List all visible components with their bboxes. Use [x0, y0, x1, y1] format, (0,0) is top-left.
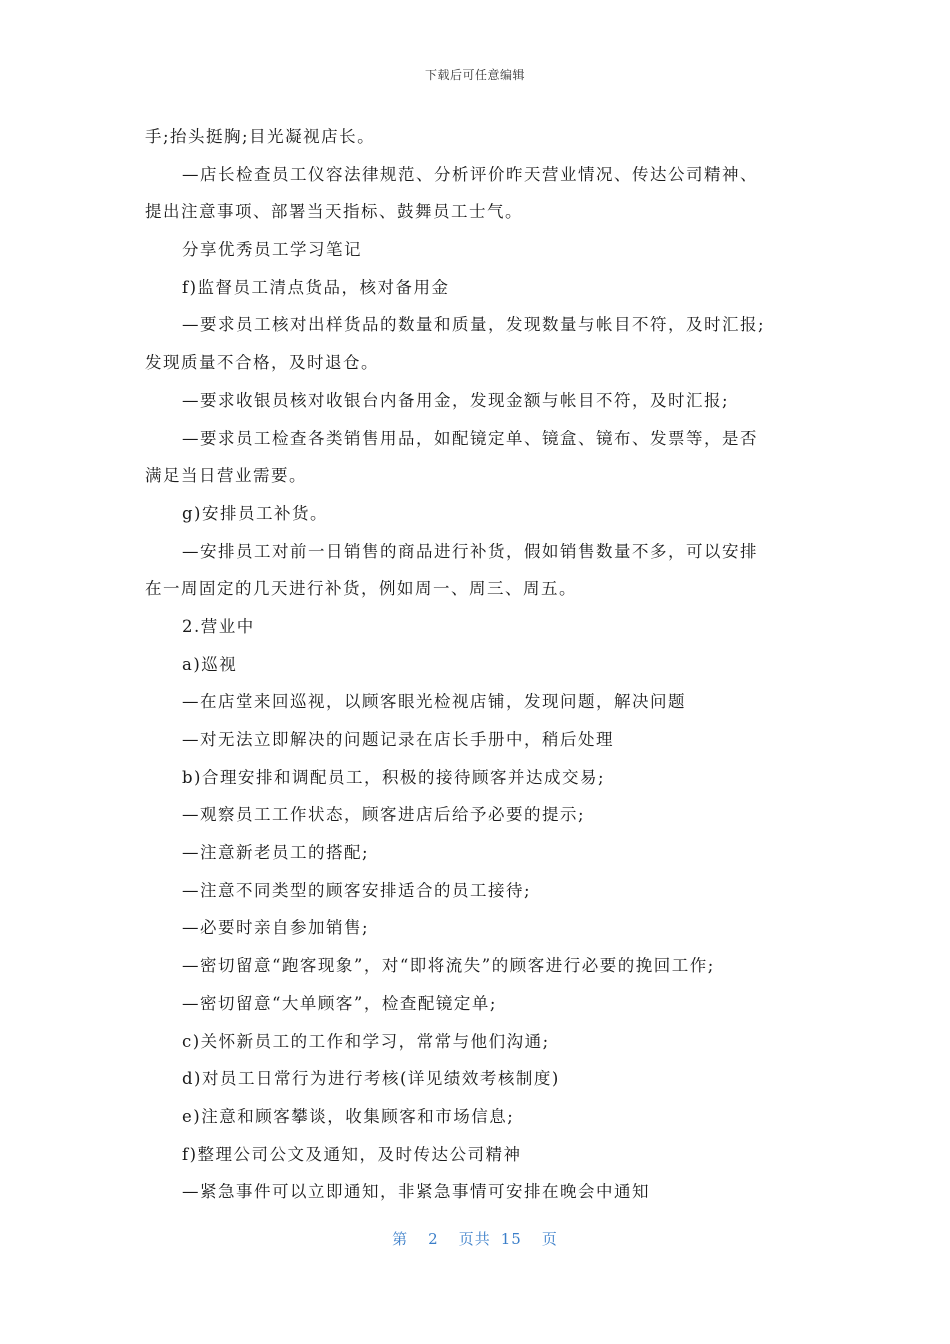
text-line: e)注意和顾客攀谈，收集顾客和市场信息; — [182, 1106, 515, 1126]
page-footer — [0, 1228, 950, 1249]
footer-total-pages: 15 — [500, 1230, 522, 1248]
text-line: —必要时亲自参加销售; — [182, 918, 370, 938]
text-line: 分享优秀员工学习笔记 — [182, 240, 362, 260]
footer-middle: 页共 — [458, 1230, 491, 1248]
text-line: —要求员工检查各类销售用品，如配镜定单、镜盒、镜布、发票等，是否 — [182, 428, 758, 448]
text-line: —紧急事件可以立即通知，非紧急事情可安排在晚会中通知 — [182, 1182, 650, 1202]
text-line: g)安排员工补货。 — [182, 503, 328, 523]
text-line: —对无法立即解决的问题记录在店长手册中，稍后处理 — [182, 730, 614, 749]
text-line: 2.营业中 — [182, 616, 255, 636]
text-line: —密切留意“大单顾客”，检查配镜定单; — [182, 993, 497, 1013]
text-line: f)监督员工清点货品，核对备用金 — [182, 277, 450, 297]
text-line: —观察员工工作状态，顾客进店后给予必要的提示; — [182, 805, 586, 825]
text-line: —安排员工对前一日销售的商品进行补货，假如销售数量不多，可以安排 — [182, 541, 758, 561]
footer-suffix: 页 — [541, 1230, 558, 1248]
text-line: c)关怀新员工的工作和学习，常常与他们沟通; — [182, 1031, 550, 1051]
text-line: d)对员工日常行为进行考核(详见绩效考核制度) — [182, 1069, 560, 1089]
page-header: 下载后可任意编辑 — [424, 68, 525, 82]
document-body — [145, 118, 805, 1211]
text-line: —注意新老员工的搭配; — [182, 843, 370, 863]
text-line: 发现质量不合格，及时退仓。 — [145, 353, 379, 373]
text-line: a)巡视 — [182, 654, 238, 674]
text-line: —店长检查员工仪容法律规范、分析评价昨天营业情况、传达公司精神、 — [182, 164, 758, 184]
text-line: —密切留意“跑客现象”，对“即将流失”的顾客进行必要的挽回工作; — [182, 956, 715, 976]
text-line: —要求收银员核对收银台内备用金，发现金额与帐目不符，及时汇报; — [182, 390, 730, 410]
text-line: 满足当日营业需要。 — [145, 466, 307, 486]
text-line: 手;抬头挺胸;目光凝视店长。 — [145, 127, 376, 146]
text-line: —注意不同类型的顾客安排适合的员工接待; — [182, 880, 532, 900]
text-line: 提出注意事项、部署当天指标、鼓舞员工士气。 — [145, 202, 523, 222]
footer-prefix: 第 — [392, 1230, 409, 1248]
text-line: b)合理安排和调配员工，积极的接待顾客并达成交易; — [182, 767, 606, 787]
footer-current-page: 2 — [428, 1230, 439, 1248]
text-line: 在一周固定的几天进行补货，例如周一、周三、周五。 — [145, 579, 577, 599]
text-line: —要求员工核对出样货品的数量和质量，发现数量与帐目不符，及时汇报; — [182, 315, 766, 335]
text-line: f)整理公司公文及通知，及时传达公司精神 — [182, 1144, 522, 1164]
text-line: —在店堂来回巡视，以顾客眼光检视店铺，发现问题，解决问题 — [182, 692, 686, 712]
